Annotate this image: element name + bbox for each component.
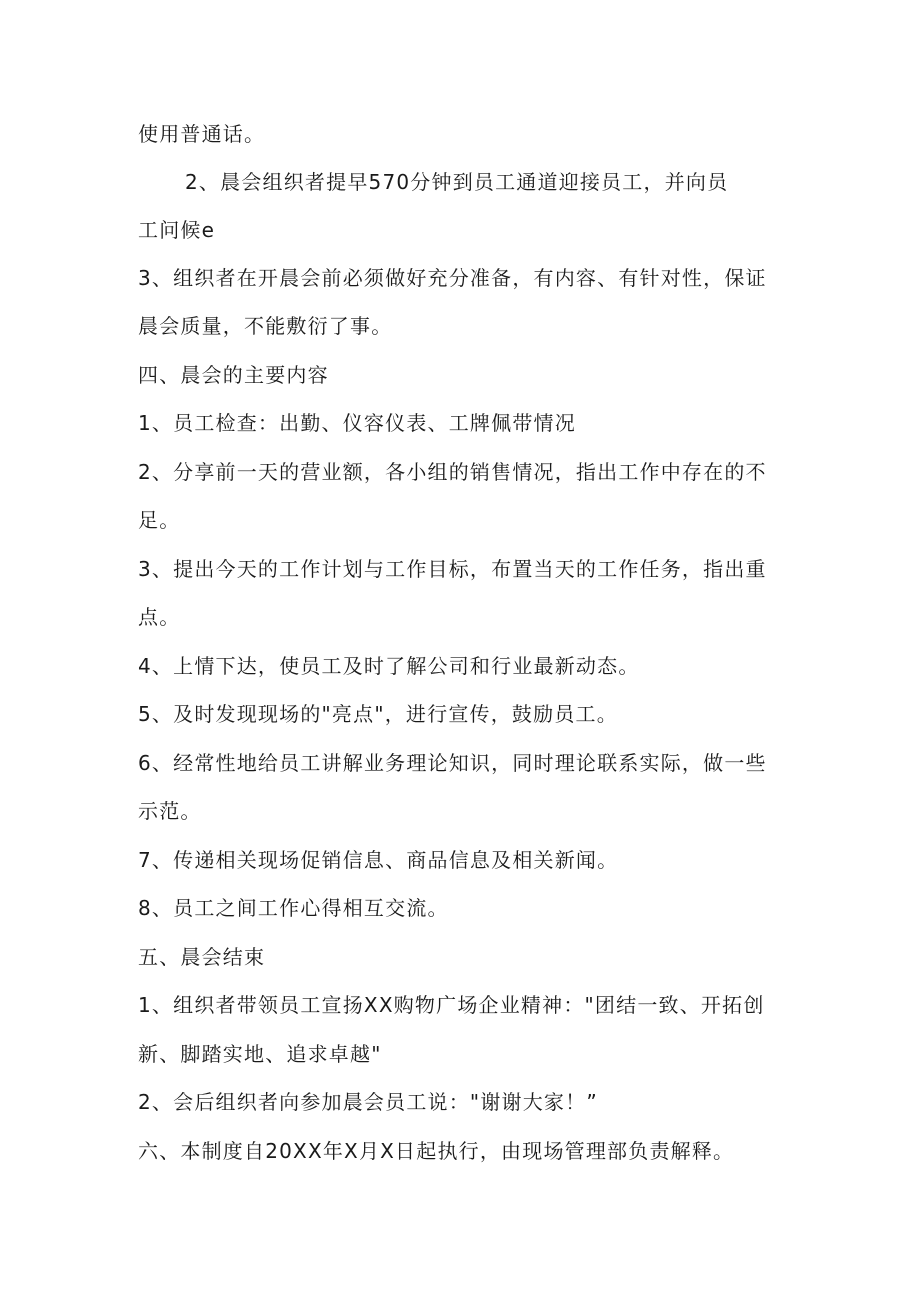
text-line-9: 足。 — [138, 508, 181, 532]
text-line-20: 新、脚踏实地、追求卓越" — [138, 1042, 382, 1066]
section-heading-5: 五、晨会结束 — [138, 945, 266, 969]
text-line-7: 1、员工检查：出勤、仪容仪表、工牌佩带情况 — [138, 411, 576, 435]
text-line-21: 2、会后组织者向参加晨会员工说："谢谢大家！” — [138, 1090, 598, 1114]
text-line-1: 使用普通话。 — [138, 122, 266, 146]
text-line-19: 1、组织者带领员工宣扬XX购物广场企业精神："团结一致、开拓创 — [138, 993, 765, 1017]
text-line-11: 点。 — [138, 605, 181, 629]
text-line-15: 示范。 — [138, 799, 202, 823]
text-line-4: 3、组织者在开晨会前必须做好充分准备，有内容、有针对性，保证 — [138, 266, 767, 290]
section-heading-6: 六、本制度自20XX年X月X日起执行，由现场管理部负责解释。 — [138, 1139, 735, 1163]
text-line-3: 工问候e — [138, 218, 216, 242]
section-heading-4: 四、晨会的主要内容 — [138, 363, 329, 387]
text-line-14: 6、经常性地给员工讲解业务理论知识，同时理论联系实际，做一些 — [138, 751, 767, 775]
text-line-13: 5、及时发现现场的"亮点"，进行宣传，鼓励员工。 — [138, 702, 618, 726]
text-line-16: 7、传递相关现场促销信息、商品信息及相关新闻。 — [138, 848, 619, 872]
text-line-5: 晨会质量，不能敷衍了事。 — [138, 314, 393, 338]
text-line-8: 2、分享前一天的营业额，各小组的销售情况，指出工作中存在的不 — [138, 460, 767, 484]
text-line-17: 8、员工之间工作心得相互交流。 — [138, 896, 449, 920]
text-line-10: 3、提出今天的工作计划与工作目标，布置当天的工作任务，指出重 — [138, 557, 767, 581]
text-line-2: 2、晨会组织者提早570分钟到员工通道迎接员工，并向员 — [185, 170, 729, 194]
text-line-12: 4、上情下达，使员工及时了解公司和行业最新动态。 — [138, 654, 640, 678]
